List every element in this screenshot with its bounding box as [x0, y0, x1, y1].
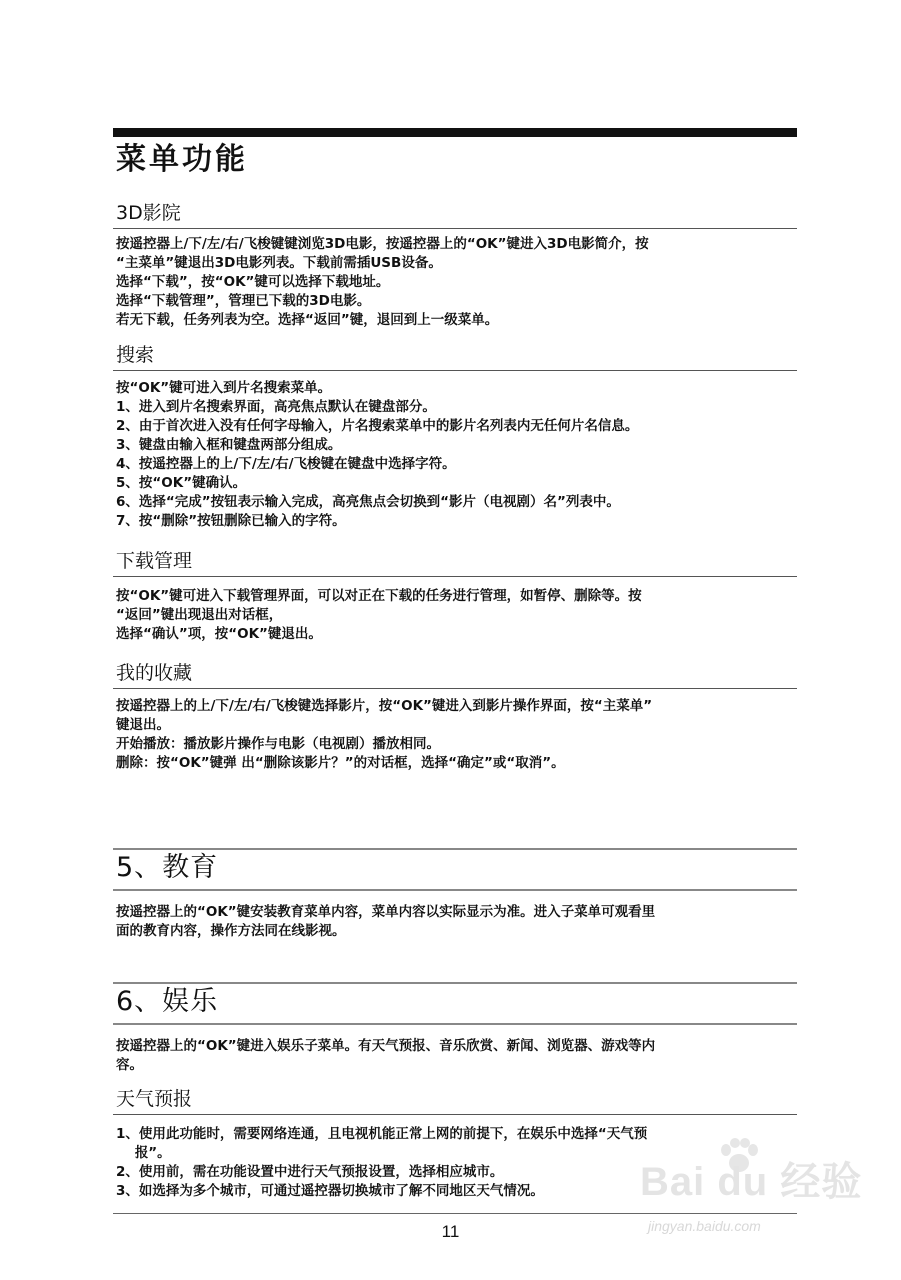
section-body: [113, 903, 797, 941]
section-education: [113, 848, 797, 941]
paragraph-line: 删除：按“OK”键弹 出“删除该影片？”的对话框，选择“确定”或“取消”。: [116, 755, 565, 771]
section-divider-bottom: [113, 1023, 797, 1025]
section-body: [113, 587, 797, 644]
paragraph-line: 1、使用此功能时，需要网络连通，且电视机能正常上网的前提下，在娱乐中选择“天气预: [116, 1126, 648, 1142]
paragraph-line: 若无下载，任务列表为空。选择“返回”键，退回到上一级菜单。: [116, 312, 499, 328]
section-search: [113, 342, 797, 531]
section-divider: [113, 228, 797, 229]
title-top-bar: [113, 128, 797, 137]
section-heading: 我的收藏: [116, 662, 193, 684]
watermark-logo: Bai du 经验: [640, 1160, 863, 1204]
section-body: [113, 235, 797, 330]
section-divider: [113, 370, 797, 371]
paragraph-line: 按“OK”键可进入到片名搜索菜单。: [116, 380, 332, 396]
section-divider: [113, 688, 797, 689]
paragraph-line: 选择“下载管理”，管理已下载的3D电影。: [116, 293, 371, 309]
section-divider: [113, 1114, 797, 1115]
paragraph-line: 选择“下载”，按“OK”键可以选择下载地址。: [116, 274, 390, 290]
section-heading: 6、娱乐: [116, 986, 219, 1017]
section-body: [113, 379, 797, 531]
section-heading: 5、教育: [116, 852, 219, 883]
paragraph-line: 按遥控器上的“OK”键进入娱乐子菜单。有天气预报、音乐欣赏、新闻、浏览器、游戏等内: [116, 1038, 656, 1054]
paragraph-line: 6、选择“完成”按钮表示输入完成，高亮焦点会切换到“影片（电视剧）名”列表中。: [116, 494, 620, 510]
paragraph-line: 3、如选择为多个城市，可通过遥控器切换城市了解不同地区天气情况。: [116, 1183, 544, 1199]
watermark-url: jingyan.baidu.com: [648, 1218, 761, 1234]
section-download-manager: [113, 548, 797, 644]
section-favorites: [113, 660, 797, 773]
paragraph-line: 2、由于首次进入没有任何字母输入，片名搜索菜单中的影片名列表内无任何片名信息。: [116, 418, 639, 434]
paragraph-line: 按遥控器上的“OK”键安装教育菜单内容，菜单内容以实际显示为准。进入子菜单可观看里: [116, 904, 656, 920]
section-divider: [113, 576, 797, 577]
section-heading: 搜索: [116, 344, 155, 366]
paragraph-line: 按“OK”键可进入下载管理界面，可以对正在下载的任务进行管理，如暂停、删除等。按: [116, 588, 642, 604]
footer-divider: [113, 1213, 797, 1214]
section-body: [113, 697, 797, 773]
paragraph-line: 7、按“删除”按钮删除已输入的字符。: [116, 513, 346, 529]
section-heading: 下载管理: [116, 550, 193, 572]
paragraph-line: 2、使用前，需在功能设置中进行天气预报设置，选择相应城市。: [116, 1164, 504, 1180]
paragraph-line: “主菜单”键退出3D电影列表。下载前需插USB设备。: [116, 255, 442, 271]
paragraph-line: 3、键盘由输入框和键盘两部分组成。: [116, 437, 342, 453]
paragraph-line: 选择“确认”项，按“OK”键退出。: [116, 626, 322, 642]
paragraph-line: 面的教育内容，操作方法同在线影视。: [116, 923, 346, 939]
page-number: 11: [441, 1222, 460, 1241]
paragraph-line: 开始播放：播放影片操作与电影（电视剧）播放相同。: [116, 736, 440, 752]
paragraph-line: 容。: [116, 1057, 143, 1073]
page-title: 菜单功能: [116, 142, 248, 177]
section-3d-cinema: [113, 200, 797, 330]
section-divider-bottom: [113, 889, 797, 891]
paragraph-line: 按遥控器上/下/左/右/飞梭键键浏览3D电影，按遥控器上的“OK”键进入3D电影简介，按: [116, 236, 649, 252]
section-heading: 3D影院: [116, 202, 181, 224]
paragraph-line: 5、按“OK”键确认。: [116, 475, 247, 491]
paragraph-line: 1、进入到片名搜索界面，高亮焦点默认在键盘部分。: [116, 399, 436, 415]
section-entertainment: [113, 982, 797, 1075]
paragraph-line: 键退出。: [116, 717, 170, 733]
section-body: [113, 1037, 797, 1075]
paragraph-line: 报”。: [116, 1145, 171, 1161]
section-heading: 天气预报: [116, 1088, 193, 1110]
paragraph-line: 4、按遥控器上的上/下/左/右/飞梭键在键盘中选择字符。: [116, 456, 456, 472]
paragraph-line: 按遥控器上的上/下/左/右/飞梭键选择影片，按“OK”键进入到影片操作界面，按“主菜单”: [116, 698, 653, 714]
paragraph-line: “返回”键出现退出对话框，: [116, 607, 283, 623]
